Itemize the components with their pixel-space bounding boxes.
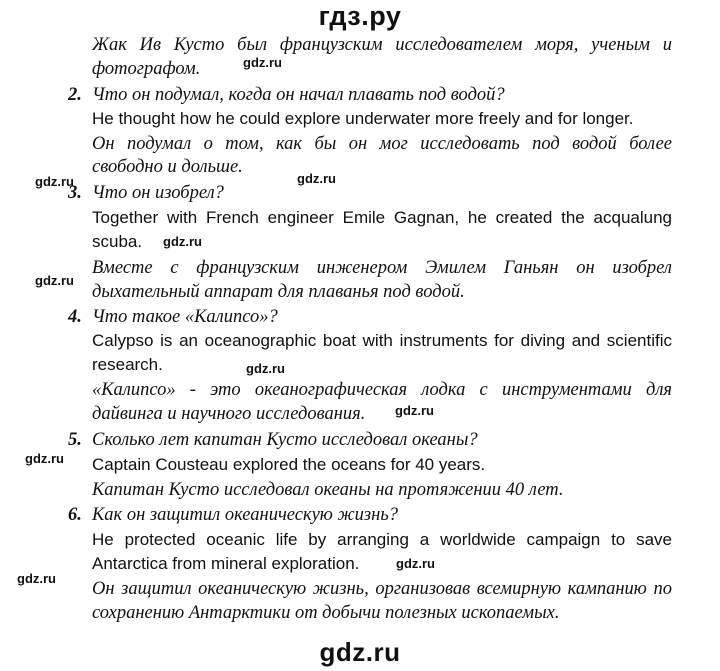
footer-watermark: gdz.ru (319, 637, 401, 667)
answer-6-ru-line-1: Он защитил океаническую жизнь, организовав всемирную кампанию по (92, 579, 672, 599)
watermark: gdz.ru (35, 273, 74, 288)
answer-1-ru-line-2: фотографом. (92, 59, 201, 79)
watermark: gdz.ru (163, 234, 202, 249)
answer-1-ru-line-1: Жак Ив Кусто был французским исследователем моря, ученым и (92, 35, 672, 55)
question-3-number: 3. (68, 183, 82, 203)
answer-6-en-line-2: Antarctica from mineral exploration. (92, 554, 360, 573)
question-4-number: 4. (68, 307, 82, 327)
answer-4-en-line-2: research. (92, 355, 163, 374)
question-5-number: 5. (68, 430, 82, 450)
answer-3-en-line-1: Together with French engineer Emile Gagnan, he created the acqualung (92, 208, 672, 227)
watermark: gdz.ru (297, 171, 336, 186)
answer-4-ru-line-2: дайвинга и научного исследования. (92, 404, 366, 424)
answer-4-ru-line-1: «Калипсо» - это океанографическая лодка с инструментами для (92, 380, 672, 400)
watermark: gdz.ru (35, 174, 74, 189)
watermark: gdz.ru (246, 361, 285, 376)
question-6-text: Как он защитил океаническую жизнь? (92, 505, 398, 525)
watermark: gdz.ru (17, 571, 56, 586)
question-2-number: 2. (68, 85, 82, 105)
answer-3-ru-line-1: Вместе с французским инженером Эмилем Ганьян он изобрел (92, 258, 672, 278)
answer-2-ru-line-1: Он подумал о том, как бы он мог исследовать под водой более (92, 134, 672, 154)
answer-6-en-line-1: He protected oceanic life by arranging a worldwide campaign to save (92, 530, 672, 549)
watermark: gdz.ru (395, 403, 434, 418)
question-6-number: 6. (68, 505, 82, 525)
answer-3-en-line-2: scuba. (92, 232, 143, 251)
watermark: gdz.ru (25, 451, 64, 466)
answer-3-ru-line-2: дыхательный аппарат для плаванья под водой. (92, 282, 465, 302)
question-5-text: Сколько лет капитан Кусто исследовал океаны? (92, 430, 478, 450)
watermark: gdz.ru (396, 556, 435, 571)
site-header-title: гдз.ру (318, 1, 402, 31)
question-4-text: Что такое «Калипсо»? (92, 307, 278, 327)
answer-2-en-line-1: He thought how he could explore underwater more freely and for longer. (92, 109, 634, 128)
answer-2-ru-line-2: свободно и дольше. (92, 157, 243, 177)
watermark: gdz.ru (243, 55, 282, 70)
answer-5-ru-line-1: Капитан Кусто исследовал океаны на протяжении 40 лет. (92, 480, 564, 500)
question-3-text: Что он изобрел? (92, 183, 224, 203)
answer-6-ru-line-2: сохранению Антарктики от добычи полезных ископаемых. (92, 603, 560, 623)
question-2-text: Что он подумал, когда он начал плавать под водой? (92, 85, 505, 105)
answer-5-en-line-1: Captain Cousteau explored the oceans for 40 years. (92, 455, 486, 474)
answer-4-en-line-1: Calypso is an oceanographic boat with instruments for diving and scientific (92, 331, 672, 350)
